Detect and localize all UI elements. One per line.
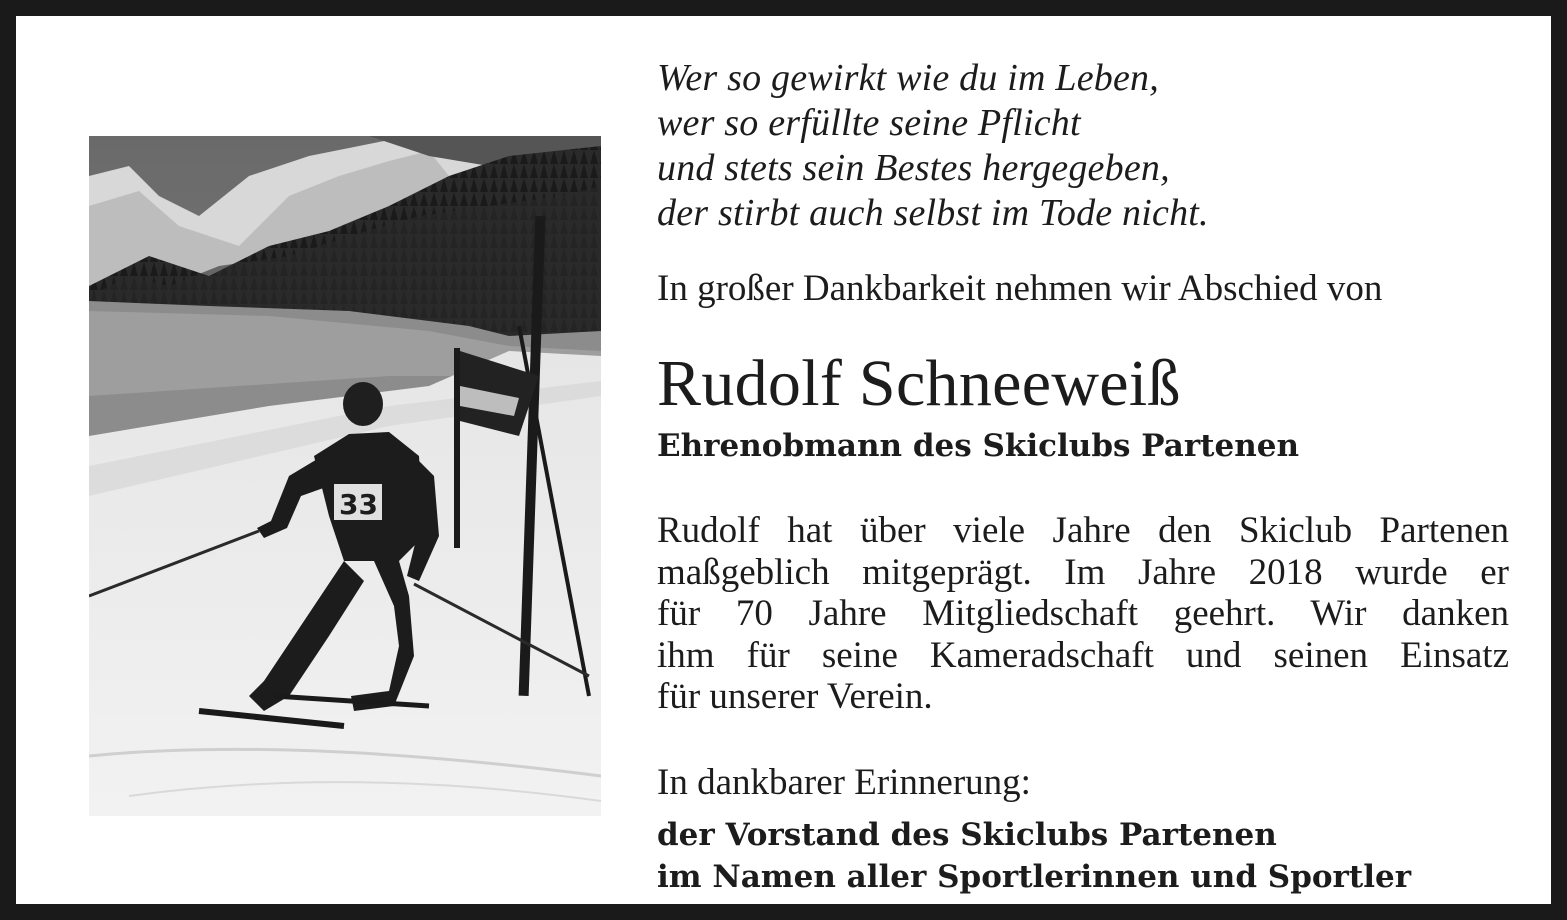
skier-photo xyxy=(89,136,601,816)
closing-phrase: In dankbarer Erinnerung: xyxy=(657,762,1031,803)
tribute-line: ihm für seine Kameradschaft und seinen Einsatz xyxy=(657,634,1509,676)
bib-number: 33 xyxy=(339,488,378,521)
tribute-paragraph xyxy=(657,510,1517,718)
poem-line: Wer so gewirkt wie du im Leben, xyxy=(657,57,1159,99)
memorial-poem xyxy=(657,56,1517,236)
poem-line: wer so erfüllte seine Pflicht xyxy=(657,102,1081,144)
tribute-line: maßgeblich mitgeprägt. Im Jahre 2018 wurde er xyxy=(657,551,1509,593)
poem-line: und stets sein Bestes hergegeben, xyxy=(657,147,1170,189)
signers xyxy=(657,814,1517,898)
tribute-line: für 70 Jahre Mitgliedschaft geehrt. Wir danken xyxy=(657,593,1509,634)
tribute-line: Rudolf hat über viele Jahre den Skiclub Partenen xyxy=(657,510,1509,551)
farewell-intro: In großer Dankbarkeit nehmen wir Abschied von xyxy=(657,268,1383,309)
tribute-line: für unserer Verein. xyxy=(657,676,933,717)
deceased-title: Ehrenobmann des Skiclubs Partenen xyxy=(657,428,1300,464)
skier-photo-drawing xyxy=(89,136,601,816)
signer-line: im Namen aller Sportlerinnen und Sportler xyxy=(657,859,1412,895)
signer-line: der Vorstand des Skiclubs Partenen xyxy=(657,817,1277,853)
deceased-name: Rudolf Schneeweiß xyxy=(657,347,1181,420)
poem-line: der stirbt auch selbst im Tode nicht. xyxy=(657,192,1209,234)
